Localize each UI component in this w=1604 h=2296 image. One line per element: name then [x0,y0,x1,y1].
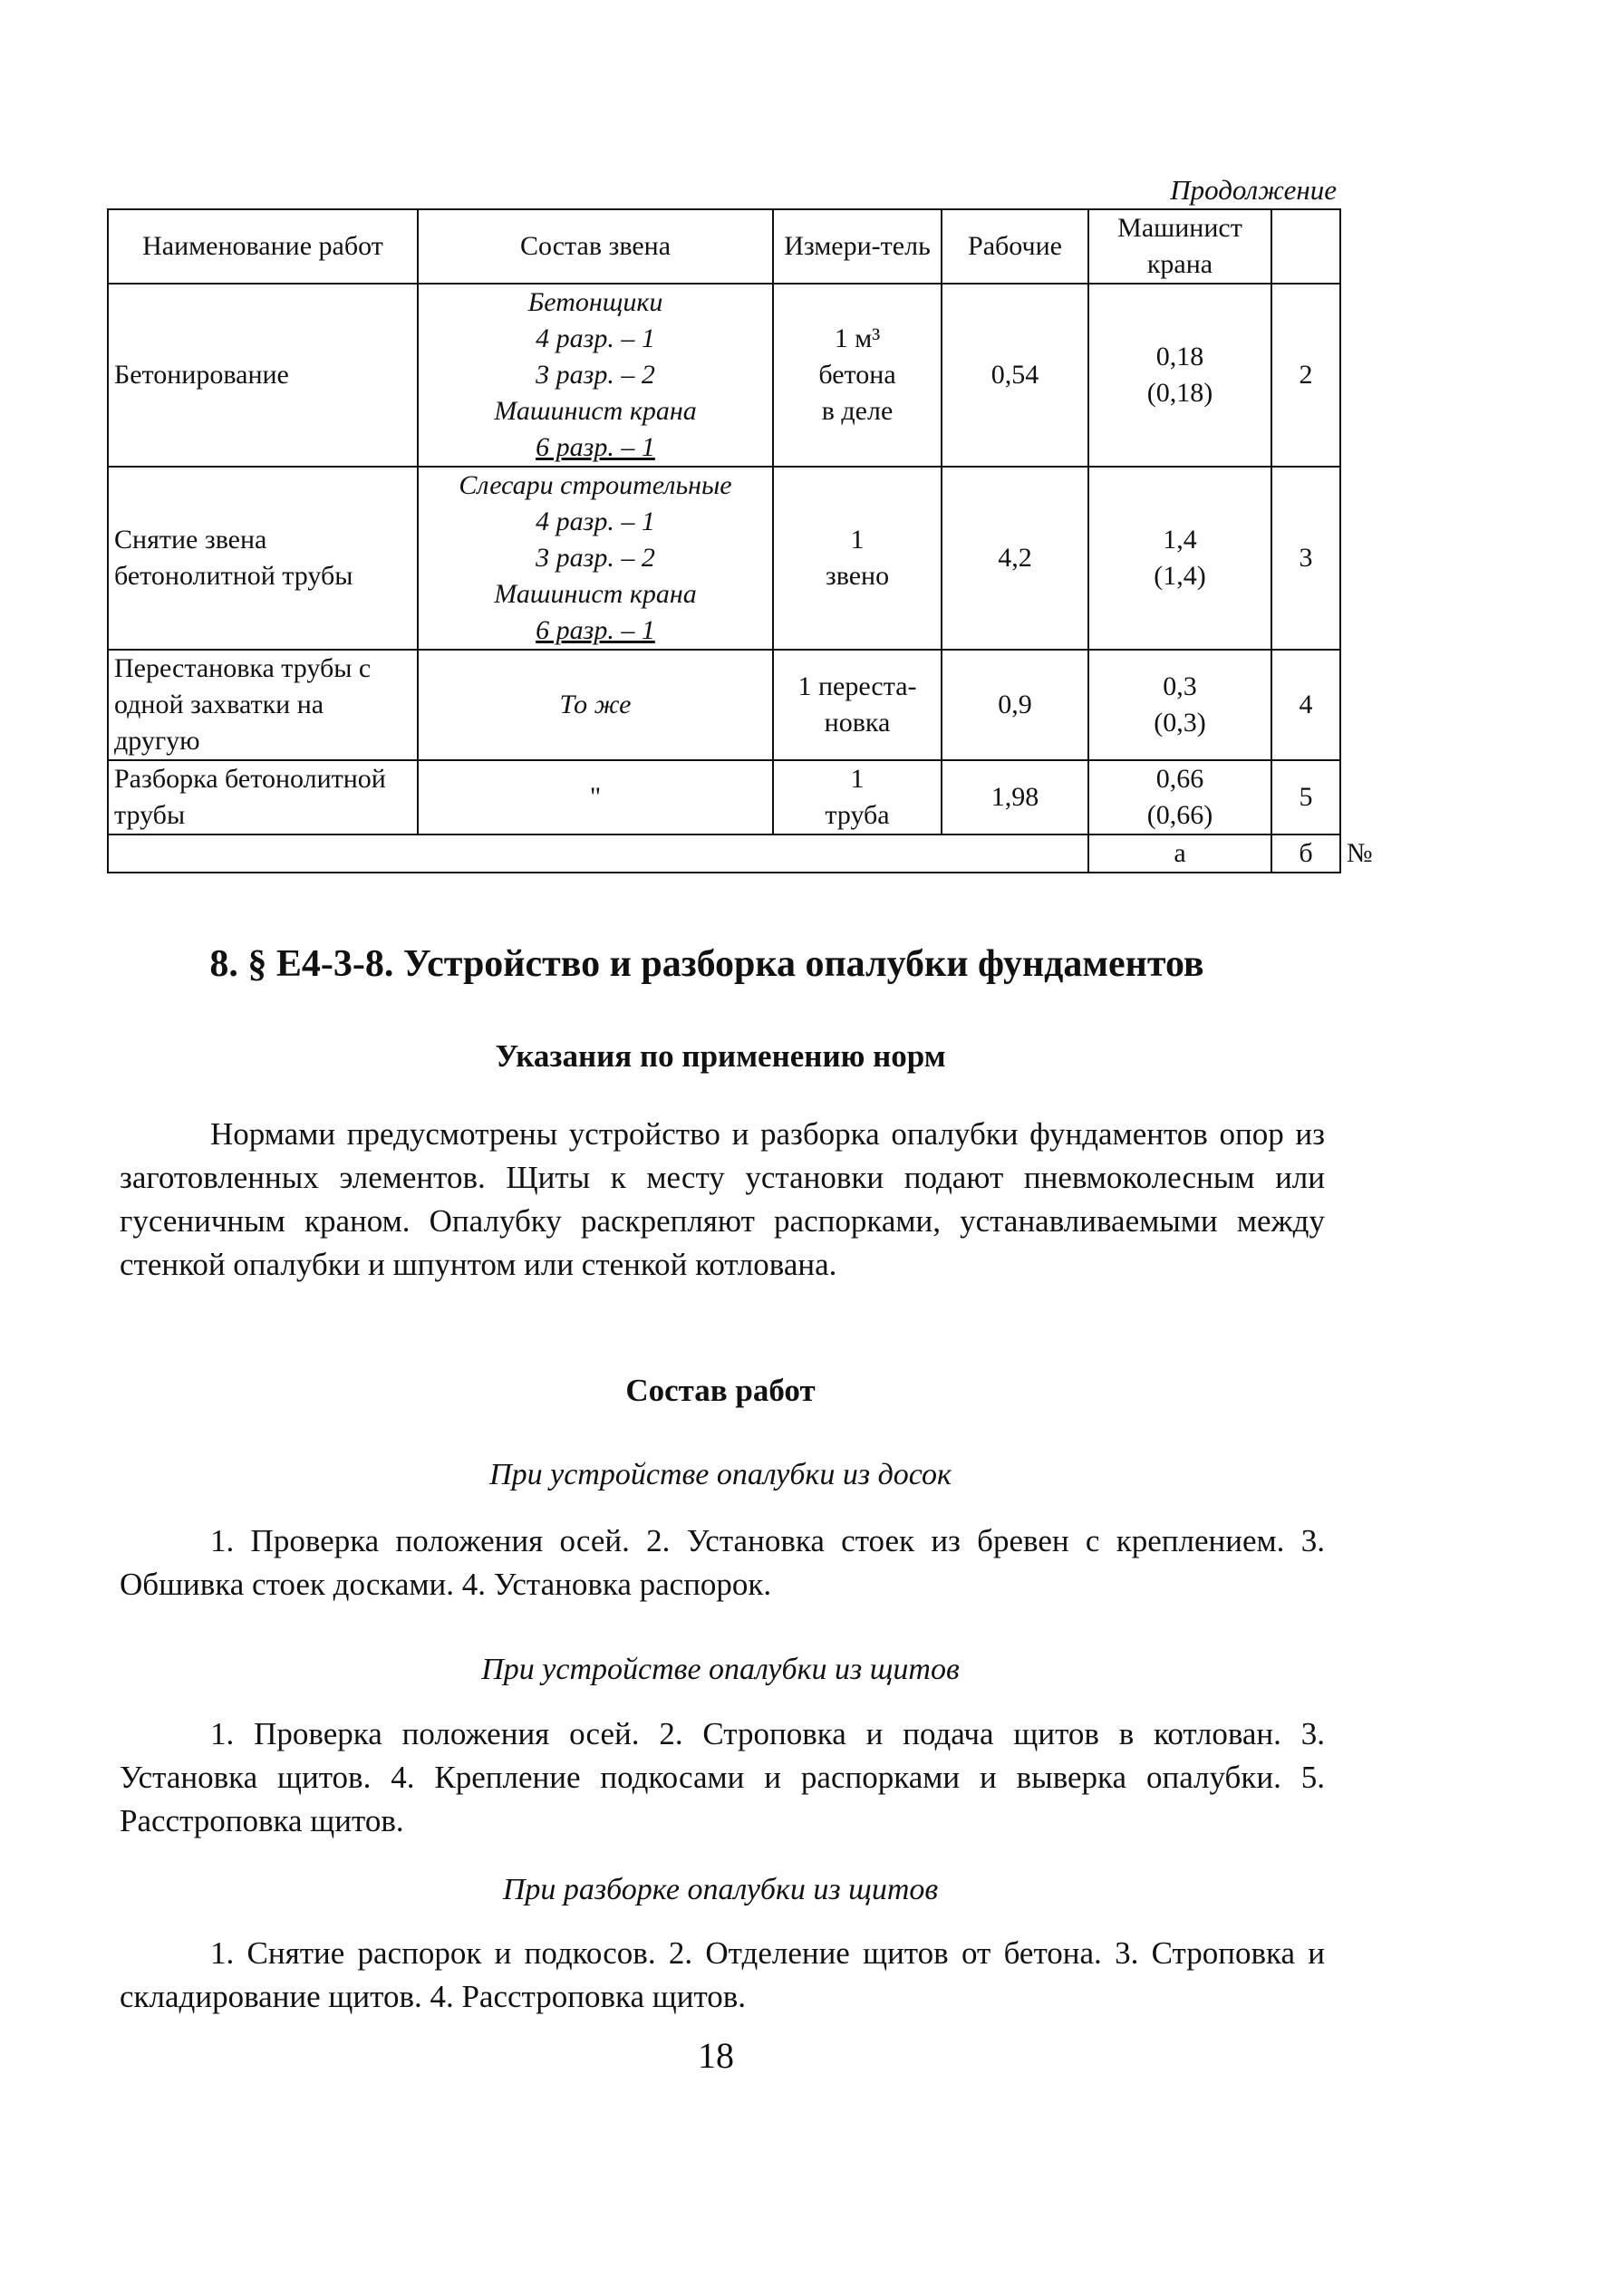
crane-value: 0,18 [1155,342,1204,371]
row-name: Разборка бетонолитной трубы [108,760,418,834]
header-name: Наименование работ [108,209,418,284]
subsection-paragraph [120,1932,1325,2019]
table-row [108,650,1340,760]
instructions-text: Нормами предусмотрены устройство и разборка опалубки фундаментов опор из заготовленных элементов. Щиты к месту установки подают пневмоколесным или гусеничным краном. Опалубку раскрепляют распорками, устанавливаемыми между стенкой опалубки и шпунтом или стенкой котлована. [120,1116,1325,1282]
row-num: 2 [1271,284,1340,467]
unit-line: новка [824,708,891,738]
crew-line: 3 разр. – 2 [536,360,655,390]
norms-table [107,208,1373,873]
page-number: 18 [698,2035,734,2076]
table-row [108,467,1340,650]
unit-line: 1 [850,525,865,555]
unit-line: 1 м³ [834,323,881,353]
footer-col-a: а [1088,834,1271,873]
row-workers: 0,9 [942,650,1088,760]
subsection-title: При разборке опалубки из щитов [502,1873,939,1906]
crane-value-paren: (0,3) [1154,708,1206,738]
crane-value-paren: (0,18) [1146,378,1213,408]
table-header-row [108,209,1340,284]
crew-line: Машинист крана [494,396,697,426]
crane-value-paren: (1,4) [1154,561,1206,591]
unit-line: в деле [821,396,894,426]
row-crane [1088,760,1271,834]
row-crew [418,284,773,467]
crew-line: Бетонщики [527,287,663,317]
row-crew: То же [418,650,773,760]
crew-line: 3 разр. – 2 [536,543,655,573]
subsection-text: 1. Проверка положения осей. 2. Установка стоек из бревен с креплением. 3. Обшивка стоек досками. 4. Установка распорок. [120,1523,1325,1602]
crane-value-paren: (0,66) [1146,800,1213,830]
row-crane [1088,467,1271,650]
instructions-paragraph [120,1113,1325,1287]
row-unit [773,467,942,650]
continuation-label: Продолжение [1170,174,1337,206]
crew-line: 6 разр. – 1 [536,432,655,462]
subsection-paragraph [120,1519,1325,1606]
section-title: 8. § Е4-3-8. Устройство и разборка опалубки фундаментов [209,943,1204,985]
row-workers: 1,98 [942,760,1088,834]
row-crew: " [418,760,773,834]
table-footer-row: а б № [108,834,1340,873]
header-unit: Измери-тель [773,209,942,284]
unit-line: 1 [850,764,865,794]
footer-col-b: б [1271,834,1340,873]
crew-line: 4 разр. – 1 [536,323,655,353]
row-name: Бетонирование [108,284,418,467]
row-unit [773,650,942,760]
row-crane [1088,650,1271,760]
work-composition-heading: Состав работ [625,1373,816,1408]
row-name: Перестановка трубы с одной захватки на другую [108,650,418,760]
row-crane [1088,284,1271,467]
row-unit [773,284,942,467]
row-num: 5 [1271,760,1340,834]
crane-value: 0,66 [1155,764,1204,794]
subsection-title: При устройстве опалубки из щитов [481,1653,960,1686]
instructions-heading: Указания по применению норм [495,1038,946,1074]
subsection-paragraph [120,1712,1325,1843]
subsection-text: 1. Снятие распорок и подкосов. 2. Отделение щитов от бетона. 3. Строповка и складирование щитов. 4. Расстроповка щитов. [120,1935,1325,2014]
row-name: Снятие звена бетонолитной трубы [108,467,418,650]
unit-line: труба [825,800,890,830]
unit-line: бетона [818,360,896,390]
header-crane: Машинист крана [1088,209,1271,284]
unit-line: 1 переста- [797,671,917,701]
row-num: 4 [1271,650,1340,760]
table-row [108,760,1340,834]
crew-line: Слесари строительные [459,470,732,500]
header-crew: Состав звена [418,209,773,284]
crew-line: 6 разр. – 1 [536,615,655,645]
row-crew [418,467,773,650]
subsection-title: При устройстве опалубки из досок [489,1458,952,1491]
crew-line: Машинист крана [494,579,697,609]
row-workers: 0,54 [942,284,1088,467]
unit-line: звено [825,561,890,591]
header-num [1271,209,1340,284]
crane-value: 0,3 [1163,671,1197,701]
row-num: 3 [1271,467,1340,650]
row-workers: 4,2 [942,467,1088,650]
row-unit [773,760,942,834]
table-row [108,284,1340,467]
subsection-text: 1. Проверка положения осей. 2. Строповка и подача щитов в котлован. 3. Установка щитов. 4. Крепление подкосами и распорками и выверка опалубки. 5. Расстроповка щитов. [120,1716,1325,1838]
header-workers: Рабочие [942,209,1088,284]
crane-value: 1,4 [1163,525,1197,555]
crew-line: 4 разр. – 1 [536,506,655,536]
footer-blank [108,834,1088,873]
